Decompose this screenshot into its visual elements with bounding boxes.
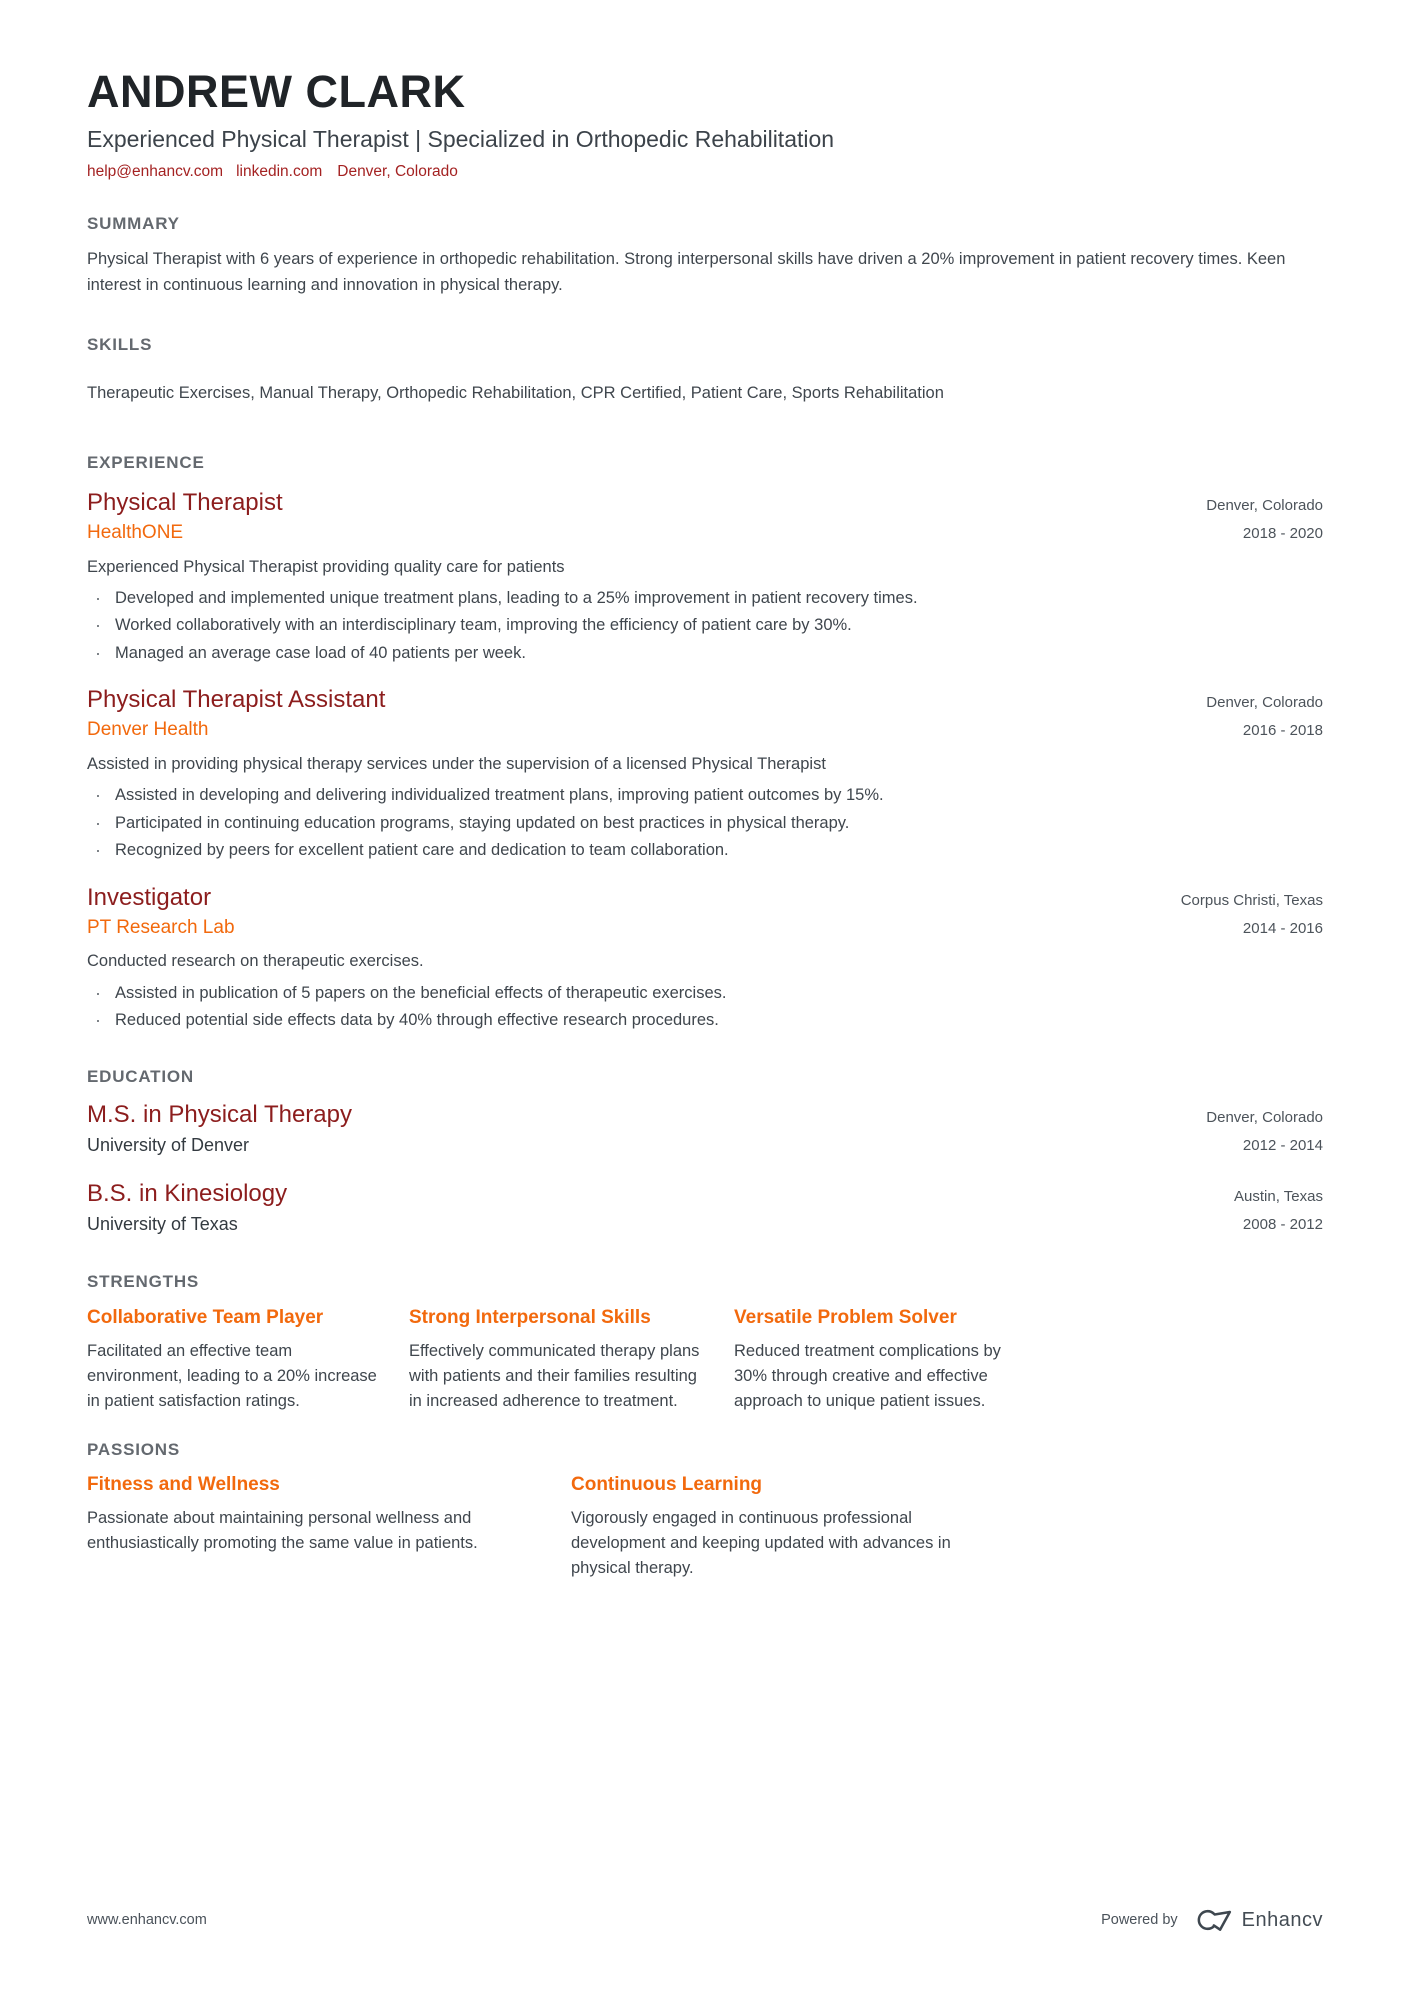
passions-heading: PASSIONS — [87, 1440, 180, 1460]
degree-location: Denver, Colorado — [1206, 1109, 1323, 1127]
job-company: PT Research Lab — [87, 916, 235, 938]
degree-location: Austin, Texas — [1234, 1188, 1323, 1206]
job-company: HealthONE — [87, 522, 184, 544]
degree-entry — [87, 1179, 1323, 1235]
job-bullet-list — [87, 785, 1323, 861]
section-passions — [87, 1440, 1323, 1580]
passion-text: Vigorously engaged in continuous professional development and keeping updated with advances in physical therapy. — [571, 1509, 951, 1577]
job-bullet-list — [87, 983, 1323, 1032]
job-description: Experienced Physical Therapist providing quality care for patients — [87, 557, 565, 576]
job-title: Investigator — [87, 883, 212, 911]
passion-card — [87, 1473, 519, 1580]
job-description: Conducted research on therapeutic exercises. — [87, 952, 424, 971]
bullet-item: · Assisted in publication of 5 papers on the beneficial effects of therapeutic exercises. — [87, 983, 1323, 1004]
job-entry — [87, 685, 1323, 861]
passion-text: Passionate about maintaining personal wellness and enthusiastically promoting the same value in patients. — [87, 1509, 478, 1552]
contact-email-link[interactable]: help@enhancv.com — [87, 162, 224, 180]
job-entry — [87, 883, 1323, 1032]
job-dates: 2014 - 2016 — [1242, 919, 1323, 937]
contact-location: Denver, Colorado — [337, 162, 458, 180]
bullet-item: · Managed an average case load of 40 patients per week. — [87, 643, 1323, 664]
enhancv-brand-name: Enhancv — [1241, 1908, 1323, 1931]
section-strengths — [87, 1272, 1323, 1413]
bullet-item: · Participated in continuing education programs, staying updated on best practices in physical therapy. — [87, 813, 1323, 834]
summary-heading: SUMMARY — [87, 213, 180, 233]
bullet-item: · Developed and implemented unique treatment plans, leading to a 25% improvement in patient recovery times. — [87, 588, 1323, 609]
job-bullet-list — [87, 588, 1323, 664]
degree-title: M.S. in Physical Therapy — [87, 1101, 352, 1129]
degree-dates: 2008 - 2012 — [1242, 1216, 1323, 1234]
strength-title: Versatile Problem Solver — [734, 1307, 957, 1329]
passion-card — [571, 1473, 1003, 1580]
strengths-heading: STRENGTHS — [87, 1272, 200, 1292]
experience-heading: EXPERIENCE — [87, 453, 205, 473]
page-footer — [87, 1907, 1323, 1933]
candidate-name: ANDREW CLARK — [87, 66, 466, 117]
section-education — [87, 1067, 1323, 1235]
strength-title: Collaborative Team Player — [87, 1307, 324, 1329]
powered-by-label: Powered by — [1101, 1912, 1178, 1928]
bullet-item: · Recognized by peers for excellent patient care and dedication to team collaboration. — [87, 840, 1323, 861]
job-location: Corpus Christi, Texas — [1180, 891, 1323, 909]
job-dates: 2018 - 2020 — [1242, 525, 1323, 543]
passion-title: Fitness and Wellness — [87, 1474, 280, 1496]
job-description: Assisted in providing physical therapy services under the supervision of a licensed Physical Therapist — [87, 754, 826, 773]
strength-title: Strong Interpersonal Skills — [409, 1307, 651, 1329]
strength-text: Reduced treatment complications by 30% through creative and effective approach to unique patient issues. — [734, 1342, 1001, 1410]
contact-linkedin-link[interactable]: linkedin.com — [236, 162, 323, 180]
job-location: Denver, Colorado — [1206, 694, 1323, 712]
enhancv-logo-icon — [1192, 1907, 1234, 1933]
candidate-headline: Experienced Physical Therapist | Specialized in Orthopedic Rehabilitation — [87, 126, 835, 153]
strength-card — [409, 1306, 709, 1413]
section-summary — [87, 214, 1323, 299]
degree-dates: 2012 - 2014 — [1242, 1137, 1323, 1155]
footer-branding — [1101, 1907, 1323, 1933]
strengths-grid — [87, 1306, 1323, 1413]
job-title: Physical Therapist — [87, 489, 283, 517]
job-title: Physical Therapist Assistant — [87, 686, 386, 714]
bullet-item: · Reduced potential side effects data by 40% through effective research procedures. — [87, 1010, 1323, 1031]
strength-card — [87, 1306, 384, 1413]
job-dates: 2016 - 2018 — [1242, 722, 1323, 740]
passions-grid — [87, 1473, 1323, 1580]
passion-title: Continuous Learning — [571, 1474, 763, 1496]
resume-header — [87, 68, 1323, 181]
education-heading: EDUCATION — [87, 1067, 194, 1087]
summary-text: Physical Therapist with 6 years of experience in orthopedic rehabilitation. Strong interpersonal skills have driven a 20% improvement in patient recovery times. Keen interest in continuous learning and innovation in physical therapy. — [87, 249, 1286, 295]
bullet-item: · Assisted in developing and delivering individualized treatment plans, improving patient outcomes by 15%. — [87, 785, 1323, 806]
job-company: Denver Health — [87, 719, 209, 741]
section-skills — [87, 335, 1323, 406]
degree-school: University of Denver — [87, 1135, 250, 1156]
strength-card — [734, 1306, 1034, 1413]
skills-text: Therapeutic Exercises, Manual Therapy, Orthopedic Rehabilitation, CPR Certified, Patient Care, Sports Rehabilitation — [87, 383, 944, 402]
contact-row — [87, 163, 1323, 181]
section-experience — [87, 453, 1323, 1031]
degree-entry — [87, 1100, 1323, 1156]
skills-heading: SKILLS — [87, 334, 153, 354]
job-location: Denver, Colorado — [1206, 497, 1323, 515]
degree-school: University of Texas — [87, 1214, 238, 1235]
strength-text: Effectively communicated therapy plans with patients and their families resulting in increased adherence to treatment. — [409, 1342, 700, 1410]
enhancv-logo — [1192, 1907, 1323, 1933]
strength-text: Facilitated an effective team environment, leading to a 20% increase in patient satisfaction ratings. — [87, 1342, 377, 1410]
footer-website-link[interactable]: www.enhancv.com — [87, 1912, 207, 1928]
bullet-item: · Worked collaboratively with an interdisciplinary team, improving the efficiency of patient care by 30%. — [87, 615, 1323, 636]
job-entry — [87, 488, 1323, 664]
degree-title: B.S. in Kinesiology — [87, 1180, 288, 1208]
